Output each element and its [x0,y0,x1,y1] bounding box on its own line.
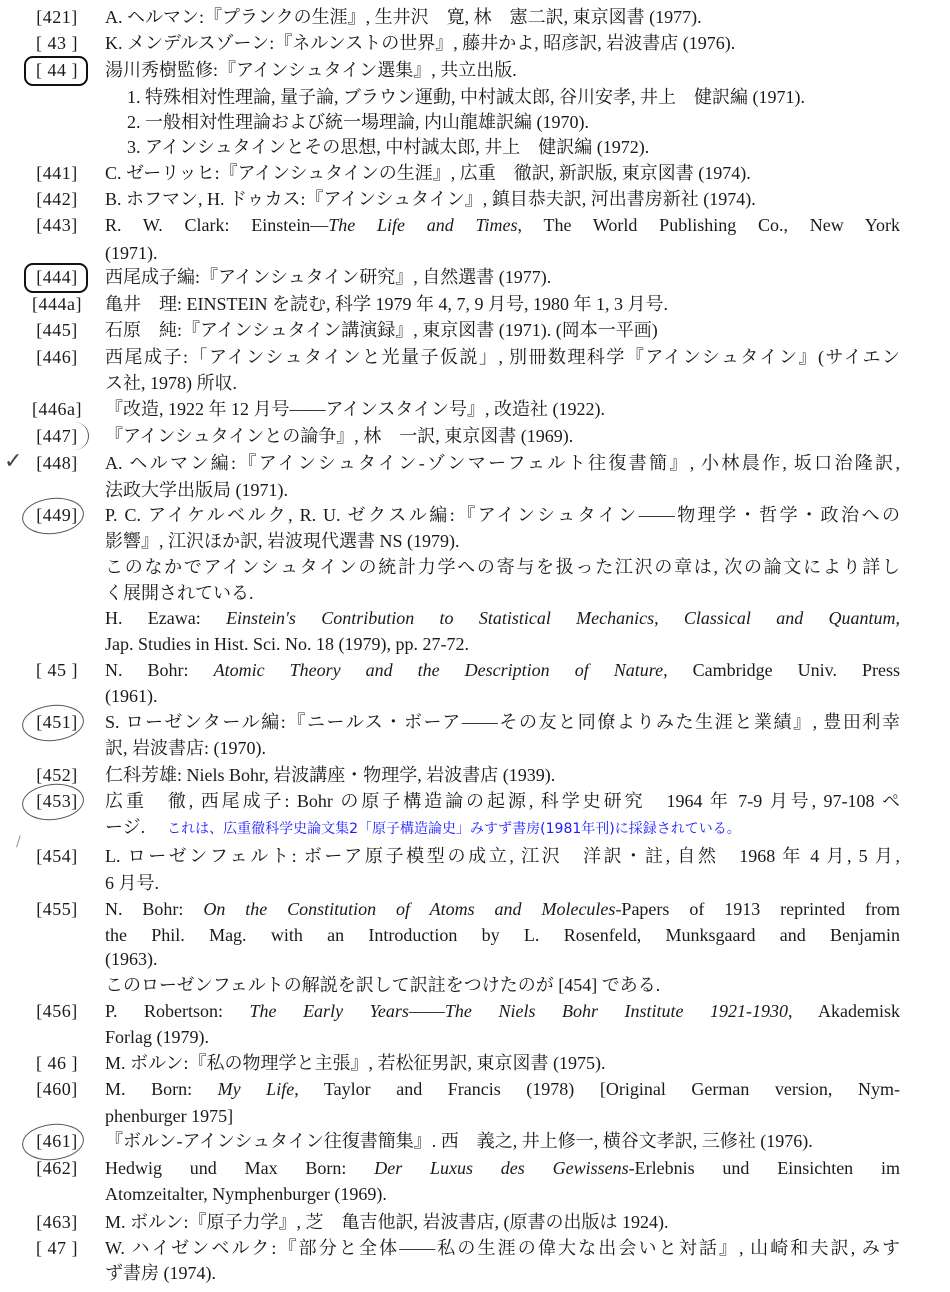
text: A. ヘルマン:『プランクの生涯』, 生井沢 寛, 林 憲二訳, 東京図書 (1977). [105,7,702,27]
reference-line [105,344,900,370]
reference-line [105,528,900,554]
italic-title: The Early Years――The Niels Bohr Institute 1921-1930 [249,1001,788,1021]
sub-item-line [127,84,900,110]
text: (1961). [105,686,158,706]
text: 西尾成子:「アインシュタインと光量子仮説」, 別冊数理科学『アインシュタイン』(サイエン [105,347,900,367]
check-icon: ✓ [4,449,23,474]
reference-line [105,160,900,186]
text: R. W. Clark: Einstein— [105,215,329,235]
handwritten-note: これは、広重徹科学史論文集2「原子構造論史」みすず書房(1981年刊)に採録されている。 [167,821,741,837]
reference-line [105,1260,900,1286]
sub-item-line [127,134,900,160]
text: M. ボルン:『原子力学』, 芝 亀吉他訳, 岩波書店, (原書の出版は 1924). [105,1212,669,1232]
text: く展開されている. [105,583,254,603]
reference-line [105,605,900,631]
reference-line [105,450,900,476]
reference-line [105,423,900,449]
reference-line [105,212,900,238]
text: ス社, 1978) 所収. [105,373,237,393]
italic-title: Atomic Theory and the Description of Nature, [213,660,668,680]
reference-line [105,870,900,896]
reference-line [105,735,900,761]
reference-line [105,317,900,343]
box-marking [24,263,88,293]
reference-line [105,396,900,422]
text: 2. 一般相対性理論および統一場理論, 内山龍雄訳編 (1970). [127,112,589,132]
reference-number: [463] [36,1212,78,1232]
reference-line [105,554,900,580]
reference-number: [462] [36,1158,78,1178]
reference-number: [ 44 ] [36,60,78,80]
box-marking [24,56,88,86]
reference-number: [452] [36,765,78,785]
reference-line [105,709,900,735]
reference-line [105,186,900,212]
reference-line [105,896,900,922]
reference-number: [447] [36,426,78,446]
italic-title: My Life [217,1079,295,1099]
reference-line [105,264,900,290]
text: the Phil. Mag. with an Introduction by L. Rosenfeld, Munksgaard and Benjamin [105,925,900,945]
text: M. ボルン:『私の物理学と主張』, 若松征男訳, 東京図書 (1975). [105,1053,606,1073]
reference-line [105,502,900,528]
reference-number: [446a] [32,399,82,419]
text: 影響』, 江沢ほか訳, 岩波現代選書 NS (1979). [105,531,460,551]
reference-line [105,631,900,657]
reference-line [105,1128,900,1154]
reference-number: [456] [36,1001,78,1021]
reference-line [105,1155,900,1181]
text: (1963). [105,949,158,969]
reference-line [105,370,900,396]
text: W. ハイゼンベルク:『部分と全体――私の生涯の偉大な出会いと対話』, 山崎和夫訳, みす [105,1238,900,1258]
reference-line [105,1235,900,1261]
text: このローゼンフェルトの解説を訳して訳註をつけたのが [454] である. [105,975,661,995]
italic-title: Einstein's Contribution to Statistical Mechanics, Classical and Quantum, [226,608,900,628]
reference-line [105,843,900,869]
reference-line [105,1024,900,1050]
reference-line [105,57,900,83]
reference-line [105,240,900,266]
reference-line [105,1076,900,1102]
reference-number: [453] [36,791,78,811]
reference-line [105,1050,900,1076]
reference-number: [ 45 ] [36,660,78,680]
reference-line [105,998,900,1024]
text: phenburger 1975] [105,1106,234,1126]
text: (1971). [105,243,158,263]
check-icon: / [16,834,21,850]
text: -Erlebnis und Einsichten im [628,1158,900,1178]
text: 湯川秀樹監修:『アインシュタイン選集』, 共立出版. [105,60,517,80]
text: 1. 特殊相対性理論, 量子論, ブラウン運動, 中村誠太郎, 谷川安孝, 井上 健訳編 (1971). [127,87,805,107]
text: L. ローゼンフェルト: ボーア原子模型の成立, 江沢 洋訳・註, 自然 1968 年 4 月, 5 月, [105,846,900,866]
text: B. ホフマン, H. ドゥカス:『アインシュタイン』, 鎮目恭夫訳, 河出書房新社 (1974). [105,189,756,209]
reference-number: [448] [36,453,78,473]
text: , Akademisk [787,1001,900,1021]
italic-title: On the Constitution of Atoms and Molecules [203,899,616,919]
sub-item-line [127,109,900,135]
text: K. メンデルスゾーン:『ネルンストの世界』, 藤井かよ, 昭彦訳, 岩波書店 (1976). [105,33,736,53]
reference-number: [ 43 ] [36,33,78,53]
reference-number: [444] [36,267,78,287]
text: このなかでアインシュタインの統計力学への寄与を扱った江沢の章は, 次の論文により詳し [105,557,900,577]
reference-number: [460] [36,1079,78,1099]
text: N. Bohr: [105,899,204,919]
text: ージ. [105,817,146,837]
paren-marking [60,422,89,450]
reference-line [105,657,900,683]
reference-number: [441] [36,163,78,183]
reference-number: [ 46 ] [36,1053,78,1073]
text: P. Robertson: [105,1001,250,1021]
reference-line [105,788,900,814]
text: P. C. アイケルベルク, R. U. ゼクスル編:『アインシュタイン――物理学・哲学・政治への [105,505,900,525]
text: S. ローゼンタール編:『ニールス・ボーア――その友と同僚よりみた生涯と業績』, 豊田利幸 [105,712,900,732]
reference-number: [445] [36,320,78,340]
reference-number: [449] [36,505,78,525]
italic-title: Der Luxus des Gewissens [374,1158,629,1178]
reference-number: [454] [36,846,78,866]
reference-line [105,1103,900,1129]
text: Hedwig und Max Born: [105,1158,375,1178]
reference-line [105,477,900,503]
reference-line [105,814,900,840]
text: 広重 徹, 西尾成子: Bohr の原子構造論の起源, 科学史研究 1964 年 7-9 月号, 97-108 ペ [105,791,900,811]
reference-line [105,580,900,606]
text: ず書房 (1974). [105,1263,216,1283]
reference-line [105,683,900,709]
text: N. Bohr: [105,660,214,680]
text: 訳, 岩波書店: (1970). [105,738,266,758]
reference-line [105,4,900,30]
text: A. ヘルマン編:『アインシュタイン-ゾンマーフェルト往復書簡』, 小林晨作, 坂口治隆訳, [105,453,900,473]
reference-number: [461] [36,1131,78,1151]
text: Atomzeitalter, Nymphenburger (1969). [105,1184,387,1204]
reference-line [105,291,900,317]
text: 西尾成子編:『アインシュタイン研究』, 自然選書 (1977). [105,267,552,287]
text: C. ゼーリッヒ:『アインシュタインの生涯』, 広重 徹訳, 新訳版, 東京図書 (1974). [105,163,751,183]
text: M. Born: [105,1079,218,1099]
reference-line [105,762,900,788]
text: 『アインシュタインとの論争』, 林 一訳, 東京図書 (1969). [105,426,574,446]
reference-line [105,946,900,972]
text: -Papers of 1913 reprinted from [615,899,900,919]
reference-number: [443] [36,215,78,235]
text: 亀井 理: EINSTEIN を読む, 科学 1979 年 4, 7, 9 月号, 1980 年 1, 3 月号. [105,294,668,314]
reference-number: [455] [36,899,78,919]
reference-line [105,1209,900,1235]
text: Cambridge Univ. Press [667,660,900,680]
text: , Taylor and Francis (1978) [Original German version, Nym- [294,1079,900,1099]
text: 仁科芳雄: Niels Bohr, 岩波講座・物理学, 岩波書店 (1939). [105,765,556,785]
reference-number: [446] [36,347,78,367]
reference-number: [442] [36,189,78,209]
text: Forlag (1979). [105,1027,209,1047]
text: H. Ezawa: [105,608,227,628]
text: Jap. Studies in Hist. Sci. No. 18 (1979), pp. 27-72. [105,634,469,654]
reference-number: [451] [36,712,78,732]
text: 3. アインシュタインとその思想, 中村誠太郎, 井上 健訳編 (1972). [127,137,650,157]
text: 6 月号. [105,873,159,893]
reference-number: [421] [36,7,78,27]
text: 『改造, 1922 年 12 月号――アインスタイン号』, 改造社 (1922). [105,399,605,419]
text: 石原 純:『アインシュタイン講演録』, 東京図書 (1971). (岡本一平画) [105,320,658,340]
reference-number: [ 47 ] [36,1238,78,1258]
reference-number: [444a] [32,294,82,314]
text: , The World Publishing Co., New York [517,215,900,235]
reference-line [105,922,900,948]
italic-title: The Life and Times [328,215,518,235]
reference-line [105,30,900,56]
reference-line [105,972,900,998]
reference-line [105,1181,900,1207]
text: 『ボルン-アインシュタイン往復書簡集』. 西 義之, 井上修一, 横谷文孝訳, 三修社 (1976). [105,1131,813,1151]
text: 法政大学出版局 (1971). [105,480,288,500]
